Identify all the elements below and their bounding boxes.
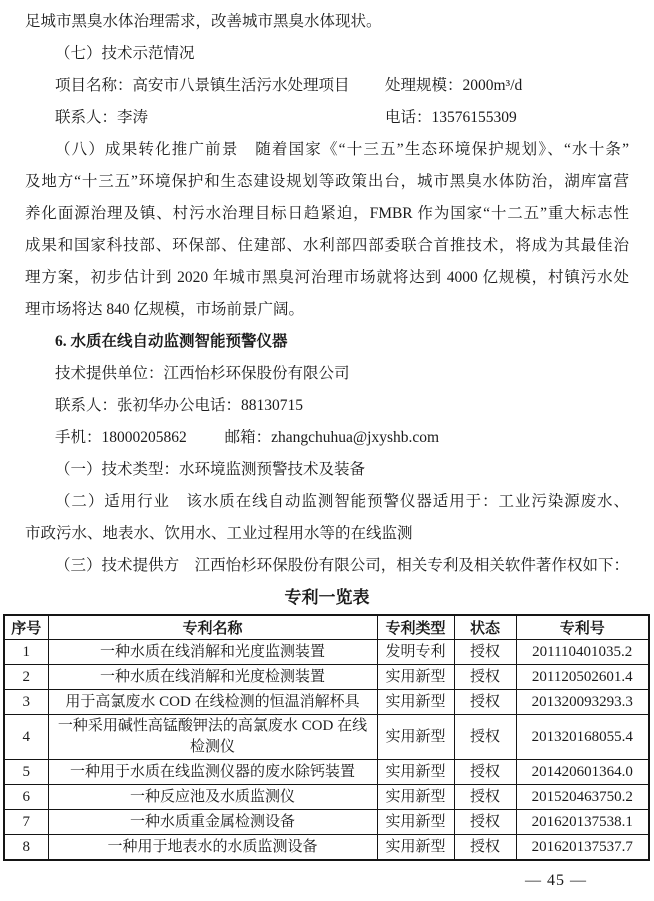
paragraph-line: 养化面源治理及镇、村污水治理目标日趋紧迫，FMBR 作为国家“十二五”重大标志性	[25, 205, 629, 222]
patent-number: 201120502601.4	[516, 665, 649, 690]
patent-table-title: 专利一览表	[284, 588, 370, 607]
patent-type: 发明专利	[377, 640, 454, 665]
patent-number: 201110401035.2	[516, 640, 649, 665]
contact-name: 联系人：李涛	[55, 109, 149, 126]
industry-line: 市政污水、地表水、饮用水、工业过程用水等的在线监测	[25, 525, 413, 542]
column-header-name: 专利名称	[48, 615, 377, 640]
patent-type: 实用新型	[377, 690, 454, 715]
patent-name: 一种水质重金属检测设备	[48, 810, 377, 835]
patent-status: 授权	[454, 690, 516, 715]
patent-name: 用于高氯废水 COD 在线检测的恒温消解杯具	[48, 690, 377, 715]
column-header-seq: 序号	[4, 615, 48, 640]
patent-seq: 6	[4, 785, 48, 810]
patent-seq: 7	[4, 810, 48, 835]
patent-type: 实用新型	[377, 785, 454, 810]
patent-status: 授权	[454, 785, 516, 810]
intro-line: 足城市黑臭水体治理需求，改善城市黑臭水体现状。	[25, 13, 382, 30]
tech-type-line: （一）技术类型：水环境监测预警技术及装备	[55, 461, 366, 478]
patent-name: 一种水质在线消解和光度检测装置	[48, 665, 377, 690]
patent-type: 实用新型	[377, 835, 454, 861]
email-address: 邮箱：zhangchuhua@jxyshb.com	[224, 429, 440, 446]
patent-name: 一种反应池及水质监测仪	[48, 785, 377, 810]
provider-line: 技术提供单位：江西怡杉环保股份有限公司	[55, 365, 350, 382]
patent-name: 一种用于地表水的水质监测设备	[48, 835, 377, 861]
patent-table	[3, 614, 650, 861]
treatment-scale: 处理规模：2000m³/d	[385, 77, 523, 94]
patent-number: 201520463750.2	[516, 785, 649, 810]
patent-number: 201320093293.3	[516, 690, 649, 715]
patent-status: 授权	[454, 640, 516, 665]
patent-name: 一种水质在线消解和光度监测装置	[48, 640, 377, 665]
paragraph-line: 及地方“十三五”环境保护和生态建设规划等政策出台，城市黑臭水体防治，湖库富营	[25, 173, 629, 190]
patent-row	[4, 810, 649, 835]
mobile-number: 手机：18000205862	[55, 429, 187, 446]
paragraph-line: 理方案，初步估计到 2020 年城市黑臭河治理市场就将达到 4000 亿规模，村镇污水处	[25, 269, 629, 286]
section8-paragraph	[25, 134, 629, 326]
paragraph-line: 理市场将达 840 亿规模，市场前景广阔。	[25, 301, 305, 318]
patent-number: 201620137537.7	[516, 835, 649, 861]
patent-name: 一种用于水质在线监测仪器的废水除钙装置	[48, 760, 377, 785]
column-header-status: 状态	[454, 615, 516, 640]
patent-seq: 8	[4, 835, 48, 861]
patent-row	[4, 665, 649, 690]
section7-heading: （七）技术示范情况	[55, 45, 195, 62]
patent-seq: 2	[4, 665, 48, 690]
patent-status: 授权	[454, 835, 516, 861]
patent-seq: 5	[4, 760, 48, 785]
industry-line: （二）适用行业 该水质在线自动监测智能预警仪器适用于：工业污染源废水、	[55, 493, 629, 510]
paragraph-line: （八）成果转化推广前景 随着国家《“十三五”生态环境保护规划》、“水十条”	[55, 141, 629, 158]
patent-status: 授权	[454, 810, 516, 835]
patent-row	[4, 835, 649, 861]
patent-number: 201420601364.0	[516, 760, 649, 785]
patent-seq: 4	[4, 715, 48, 760]
provider-note-line: （三）技术提供方 江西怡杉环保股份有限公司，相关专利及相关软件著作权如下：	[55, 557, 629, 574]
contact-phone: 电话：13576155309	[385, 109, 517, 126]
contact-line: 联系人：张初华办公电话：88130715	[55, 397, 304, 414]
patent-seq: 1	[4, 640, 48, 665]
patent-type: 实用新型	[377, 760, 454, 785]
page-number: — 45 —	[525, 872, 587, 889]
patent-row	[4, 760, 649, 785]
item6-heading: 6. 水质在线自动监测智能预警仪器	[55, 333, 288, 350]
paragraph-line: 成果和国家科技部、环保部、住建部、水利部四部委联合首推技术，将成为其最佳治	[25, 237, 629, 254]
patent-row	[4, 785, 649, 810]
patent-row	[4, 715, 649, 760]
patent-type: 实用新型	[377, 665, 454, 690]
column-header-number: 专利号	[516, 615, 649, 640]
patent-number: 201620137538.1	[516, 810, 649, 835]
contact-info-line	[25, 102, 629, 134]
column-header-type: 专利类型	[377, 615, 454, 640]
patent-type: 实用新型	[377, 810, 454, 835]
mobile-email-line	[25, 422, 629, 454]
project-name: 项目名称：高安市八景镇生活污水处理项目	[55, 77, 350, 94]
patent-row	[4, 690, 649, 715]
patent-number: 201320168055.4	[516, 715, 649, 760]
patent-row	[4, 640, 649, 665]
patent-table-header-row	[4, 615, 649, 640]
patent-status: 授权	[454, 715, 516, 760]
project-info-line	[25, 70, 629, 102]
patent-status: 授权	[454, 665, 516, 690]
patent-type: 实用新型	[377, 715, 454, 760]
patent-seq: 3	[4, 690, 48, 715]
patent-name: 一种采用碱性高锰酸钾法的高氯废水 COD 在线检测仪	[48, 715, 377, 760]
patent-status: 授权	[454, 760, 516, 785]
